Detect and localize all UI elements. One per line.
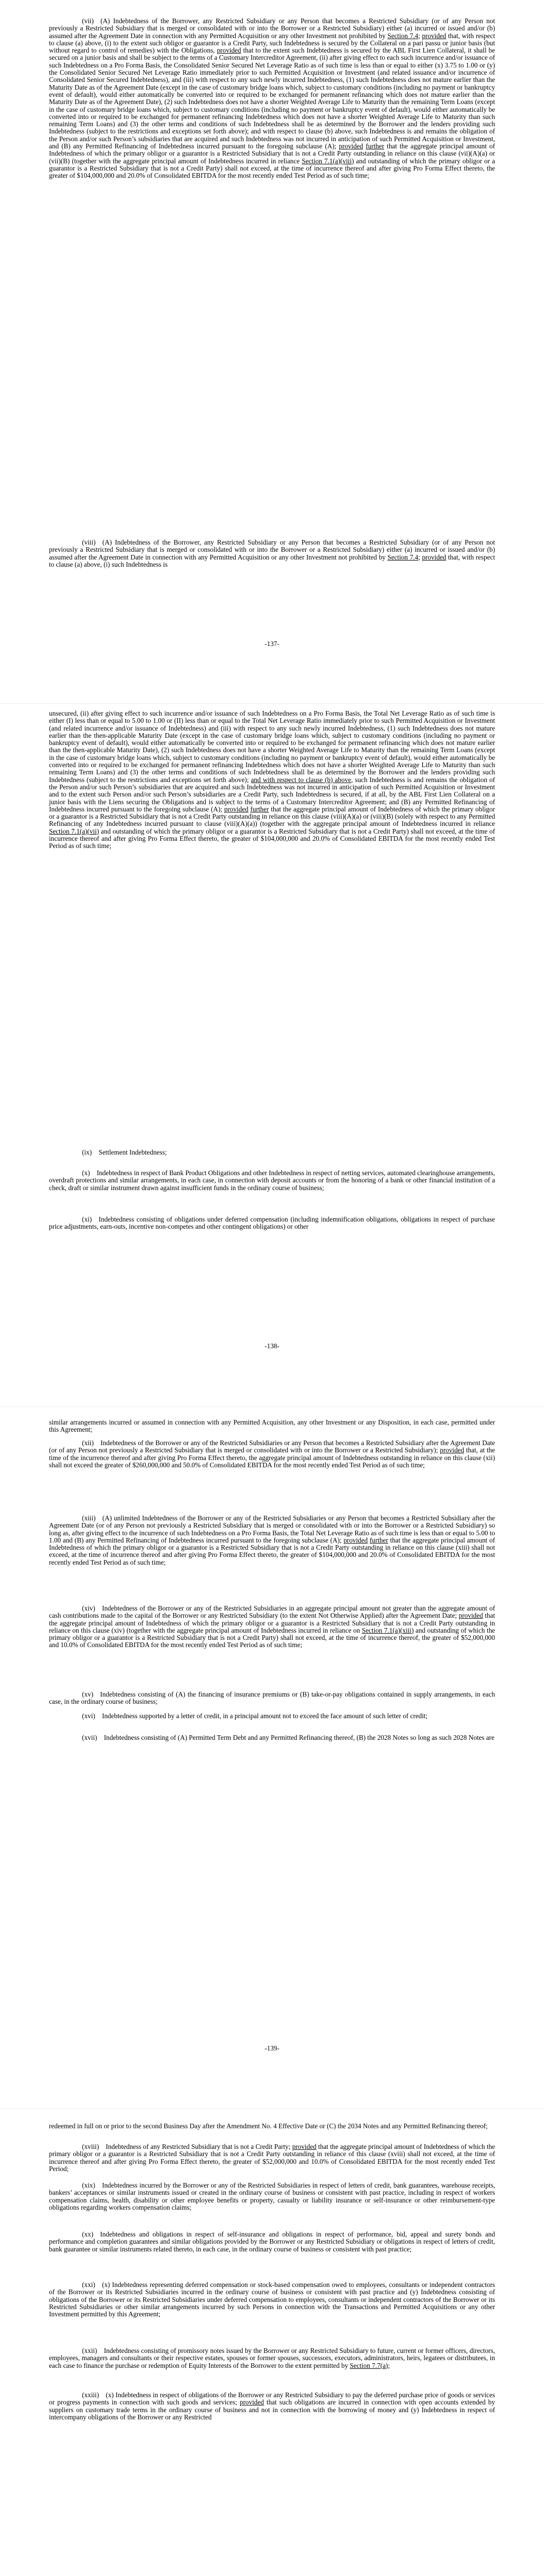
paragraph-xiv bbox=[49, 1605, 495, 1649]
text-run: (xvi) Indebtedness supported by a letter of credit, in a principal amount not to exceed the face amount of such letter of credit; bbox=[82, 1712, 428, 1720]
underlined-term: Section 7.1(a)(vii) bbox=[49, 827, 100, 835]
underlined-term: further bbox=[369, 1536, 388, 1544]
underlined-term: provided bbox=[224, 805, 249, 813]
text-run: ; bbox=[388, 2361, 390, 2369]
text-run: (xix) Indebtedness incurred by the Borrower or any of the Restricted Subsidiaries in respect of letters of credit, bank guarantees, warehouse receipts, bankers’ acceptances or similar instruments issued or created in the ordinary course of business or consistent with past practice, including in respect of workers compensation claims, health, disability or other employee benefits or property, casualty or liability insurance or self-insurance or other reimbursement-type obligations regarding workers compensation claims; bbox=[49, 2181, 495, 2211]
text-run: redeemed in full on or prior to the second Business Day after the Amendment No. 4 Effective Date or (C) the 2034 Notes and any Permitted Refinancing thereof; bbox=[49, 2122, 488, 2130]
paragraph-xii bbox=[49, 1439, 495, 1469]
page-number: -137- bbox=[265, 640, 279, 648]
paragraph-xix bbox=[49, 2182, 495, 2211]
underlined-term: provided bbox=[458, 1612, 483, 1620]
underlined-term: provided bbox=[422, 31, 447, 40]
underlined-term: Section 7.1(a)(viii) bbox=[302, 157, 354, 165]
paragraph-x bbox=[49, 1170, 495, 1192]
text-run: and outstanding of which the primary obligor or a guarantor is a Restricted Subsidiary that is not a Credit Party) shall not exceed, at the time of incurrence thereof and after giving Pro Forma Effect thereto, the greater of $104,000,000 and 20.0% of Consolidated EBITDA for the most recently ended Test Period as of such time; bbox=[49, 157, 496, 180]
paragraph-xvii bbox=[49, 1734, 495, 1741]
underlined-term: Section 7.1(a)(xiii) bbox=[361, 1626, 414, 1634]
paragraph-vii bbox=[49, 18, 495, 180]
paragraph-viii-continued bbox=[49, 710, 495, 850]
text-run: that such obligations are incurred in connection with open accounts extended by suppliers on customary trade terms in the ordinary course of business and not in connection with the borrowing of money and (y) Indebtedness in respect of intercompany obligations of the Borrower or any Restricted bbox=[49, 2398, 495, 2421]
text-run: that, with respect to clause (a) above, (i) to the extent such obligor or guarantor is a Credit Party, such Indebtedness is secured by the Collateral on a pari passu or junior basis (but without regard to control of remedies) with the Obligations, bbox=[49, 31, 495, 55]
text-run: (xxiii) (x) Indebtedness in respect of obligations of the Borrower or any Restricted Subsidiary to pay the deferred purchase price of goods or services or progress payments in connection with such goods and services; bbox=[49, 2391, 495, 2406]
paragraph-xi bbox=[49, 1216, 495, 1231]
text-run: (viii) (A) Indebtedness of the Borrower, any Restricted Subsidiary or any Person that becomes a Restricted Subsidiary (or of any Person not previously a Restricted Subsidiary that is merged or consolidated with or into the Borrower or a Restricted Subsidiary) either (a) incurred or issued and/or (b) assumed after the Agreement Date in connection with any Permitted Acquisition or any other Investment not prohibited by bbox=[49, 538, 495, 561]
underlined-term: Section 7.4 bbox=[387, 31, 419, 40]
text-run: that the aggregate principal amount of Indebtedness of which the primary obligor or a guarantor is a Restricted Subsidiary that is not a Credit Party outstanding in reliance on this clause (viii)(A)(a) or (viii)(B) (solely with respect to any Permitted Refinancing of any Indebtedness incurred pursuant to clause (viii)(A)(a)) (together with the aggregate principal amount of Indebtedness incurred in reliance bbox=[49, 805, 496, 828]
paragraph-xvi bbox=[49, 1713, 495, 1720]
text-run: (xx) Indebtedness and obligations in respect of self-insurance and obligations in respect of performance, bid, appeal and surety bonds and performance and completion guarantees and similar obligations provided by the Borrower or any Restricted Subsidiary or obligations in respect of letters of credit, bank guarantee or similar instruments related thereto, in each case, in the ordinary course of business or consistent with past practice; bbox=[49, 2230, 495, 2253]
page-separator bbox=[0, 703, 544, 704]
paragraph-ix bbox=[49, 1149, 495, 1156]
text-run: unsecured, (ii) after giving effect to such incurrence and/or issuance of such Indebtedness on a Pro Forma Basis, the Total Net Leverage Ratio as of such time is either (I) less than or equal to 5.00 to 1.00 or (II) less than or equal to the Total Net Leverage Ratio immediately prior to such Permitted Acquisition or Investment (and related incurrence and/or issuance of Indebtedness) and (iii) with respect to any such newly incurred Indebtedness, (1) such Indebtedness does not mature earlier than the then-applicable Maturity Date (except in the case of customary bridge loans which, subject to customary conditions (including no payment or bankruptcy event of default), would either automatically be converted into or required to be exchanged for permanent refinancing which does not mature earlier than the then-applicable Maturity Date), (2) such Indebtedness does not have a shorter Weighted Average Life to Maturity than the remaining Term Loans (except in the case of customary bridge loans which, subject to customary conditions (including no payment or bankruptcy event of default), would either automatically be converted into or required to be exchanged for permanent refinancing Indebtedness which does not have a shorter Weighted Average Life to Maturity than such remaining Term Loans) and (3) the other terms and conditions of such Indebtedness shall be as determined by the Borrower and the lenders providing such Indebtedness (subject to the restrictions and exceptions set forth above); bbox=[49, 709, 495, 784]
underlined-term: Section 7.7(a) bbox=[350, 2361, 388, 2369]
underlined-term: provided bbox=[440, 1446, 464, 1454]
text-run: (x) Indebtedness in respect of Bank Product Obligations and other Indebtedness in respect of netting services, automated clearinghouse arrangements, overdraft protections and similar arrangements, in each case, in connection with deposit accounts or from the honoring of a bank or other financial institution of a check, draft or similar instrument drawn against insufficient funds in the ordinary course of business; bbox=[49, 1169, 495, 1192]
page-number: -139- bbox=[265, 2044, 279, 2052]
page-separator bbox=[0, 2108, 544, 2109]
text-run: that to the extent such Indebtedness is secured by the ABL First Lien Collateral, it shall be secured on a junior basis and shall be subject to the terms of a Customary Intercreditor Agreement, (ii) after giving effect to each such incurrence and/or issuance of such Indebtedness on a Pro Forma Basis, the Consolidated Senior Secured Net Leverage Ratio as of such time is less than or equal to either (x) 3.75 to 1.00 or (y) the Consolidated Senior Secured Net Leverage Ratio immediately prior to such Permitted Acquisition or Investment (and related issuance and/or incurrence of Consolidated Senior Secured Indebtedness), and (iii) with respect to any such newly incurred Indebtedness, (1) such Indebtedness does not mature earlier than the Maturity Date as of the Agreement Date (except in the case of customary bridge loans which, subject to customary conditions (including no payment or bankruptcy event of default), would either automatically be converted into or required to be exchanged for permanent refinancing which does not mature earlier than the Maturity Date as of the Agreement Date), (2) such Indebtedness does not have a shorter Weighted Average Life to Maturity than the remaining Term Loans (except in the case of customary bridge loans which, subject to customary conditions (including no payment or bankruptcy event of default), would either automatically be converted into or required to be exchanged for permanent refinancing Indebtedness which does not have a shorter Weighted Average Life to Maturity than such remaining Term Loans) and (3) the other terms and conditions of such Indebtedness shall be as determined by the Borrower and the lenders providing such Indebtedness (subject to the restrictions and exceptions set forth above); and with respect to clause (b) above, such Indebtedness is and remains the obligation of the Person and/or such Person’s subsidiaries that are acquired and such Indebtedness was not incurred in anticipation of such Permitted Acquisition or Investment, and (B) any Permitted Refinancing of Indebtedness incurred pursuant to the foregoing subclause (A); bbox=[49, 46, 495, 150]
underlined-term: provided bbox=[239, 2398, 264, 2406]
text-run: ; bbox=[418, 31, 422, 40]
text-run: (xv) Indebtedness consisting of (A) the financing of insurance premiums or (B) take-or-pay obligations contained in supply arrangements, in each case, in the ordinary course of business; bbox=[49, 1690, 495, 1706]
text-run: (xxi) (x) Indebtedness representing deferred compensation or stock-based compensation owed to employees, consultants or independent contractors of the Borrower or its Restricted Subsidiaries incurred in the ordinary course of business or consistent with past practice and (y) Indebtedness consisting of obligations of the Borrower or its Restricted Subsidiaries under deferred compensation to employees, consultants or independent contractors of the Borrower or its Restricted Subsidiaries or other similar arrangements incurred by such Persons in connection with the Transactions and Permitted Acquisitions or any other Investment permitted by this Agreement; bbox=[49, 2281, 495, 2318]
text-run: and outstanding of which the primary obligor or a guarantor is a Restricted Subsidiary that is not a Credit Party) shall not exceed, at the time of incurrence thereof and after giving Pro Forma Effect thereto, the greater of $104,000,000 and 20.0% of Consolidated EBITDA for the most recently ended Test Period as of such time; bbox=[49, 827, 495, 850]
text-run: (xviii) Indebtedness of any Restricted Subsidiary that is not a Credit Party; bbox=[82, 2143, 292, 2150]
text-run: and outstanding of which the primary obligor or a guarantor is a Restricted Subsidiary that is not a Credit Party) shall not exceed, at the time of incurrence thereof, the greater of $52,000,000 and 10.0% of Consolidated EBITDA for the most recently ended Test Period as of such time; bbox=[49, 1626, 496, 1649]
underlined-term: Section 7.4 bbox=[387, 553, 419, 561]
underlined-term: provided bbox=[343, 1536, 368, 1544]
text-run: ; bbox=[418, 553, 422, 561]
text-run: (vii) (A) Indebtedness of the Borrower, any Restricted Subsidiary or any Person that becomes a Restricted Subsidiary (or of any Person not previously a Restricted Subsidiary that is merged or consolidated with or into the Borrower or a Restricted Subsidiary) either (a) incurred or issued and/or (b) assumed after the Agreement Date in connection with any Permitted Acquisition or any other Investment not prohibited by bbox=[49, 17, 495, 40]
text-run: that the aggregate principal amount of Indebtedness of which the primary obligor or a guarantor is a Restricted Subsidiary that is not a Credit Party outstanding in reliance of this clause (xviii) shall not exceed, at the time of incurrence thereof and after giving Pro Forma Effect thereto, the greater of $52,000,000 and 10.0% of Consolidated EBITDA for the most recently ended Test Period; bbox=[49, 2143, 495, 2173]
paragraph-xx bbox=[49, 2231, 495, 2253]
text-run: that, with respect to clause (a) above, (i) such Indebtedness is bbox=[49, 553, 495, 568]
paragraph-xvii-continued bbox=[49, 2123, 495, 2130]
text-run: that the aggregate principal amount of Indebtedness of which the primary obligor or a guarantor is a Restricted Subsidiary that is not a Credit Party outstanding in reliance on this clause (vii)(A)(a) or (vii)(B) (together with the aggregate principal amount of Indebtedness incurred in reliance bbox=[49, 142, 495, 165]
paragraph-xxiii bbox=[49, 2392, 495, 2421]
paragraph-xiii bbox=[49, 1515, 495, 1566]
text-run: that the aggregate principal amount of Indebtedness of which the primary obligor or a guarantor is a Restricted Subsidiary that is not a Credit Party outstanding in reliance on this clause (xiii) shall not exceed, at the time of incurrence thereof and after giving Pro Forma Effect thereto, the greater of $104,000,000 and 20.0% of Consolidated EBITDA for the most recently ended Test Period as of such time; bbox=[49, 1536, 495, 1566]
text-run: that the aggregate principal amount of Indebtedness of which the primary obligor or a guarantor is a Restricted Subsidiary that is not a Credit Party outstanding in reliance on this clause (xiv) (together with the aggregate principal amount of Indebtedness incurred in reliance on bbox=[49, 1612, 495, 1634]
underlined-term: and with respect to clause (b) above bbox=[251, 775, 351, 784]
paragraph-xviii bbox=[49, 2143, 495, 2173]
text-run: similar arrangements incurred or assumed in connection with any Permitted Acquisition, any other Investment or any Disposition, in each case, permitted under this Agreement; bbox=[49, 1418, 495, 1434]
underlined-term: provided bbox=[422, 553, 447, 561]
paragraph-xxi bbox=[49, 2281, 495, 2318]
paragraph-xv bbox=[49, 1691, 495, 1706]
text-run: , such Indebtedness is and remains the obligation of the Person and/or such Person’s subsidiaries that are acquired and such Indebtedness was not incurred in anticipation of such Permitted Acquisition or Investment and to the extent such Person and/or such Person’s subsidiaries are a Credit Party, such Indebtedness is secured, if at all, by the ABL First Lien Collateral on a junior basis with the Liens securing the Obligations and is subject to the terms of a Customary Intercreditor Agreement; and (B) any Permitted Refinancing of Indebtedness incurred pursuant to the foregoing subclause (A); bbox=[49, 775, 496, 813]
paragraph-xi-continued bbox=[49, 1419, 495, 1434]
underlined-term: provided bbox=[292, 2143, 317, 2150]
text-run: that, at the time of the incurrence thereof and after giving Pro Forma Effect thereto, the aggregate principal amount of Indebtedness outstanding in reliance on this clause (xii) shall not exceed the greater of $260,000,000 and 50.0% of Consolidated EBITDA for the most recently ended Test Period as of such time; bbox=[49, 1446, 496, 1469]
text-run: (xvii) Indebtedness consisting of (A) Permitted Term Debt and any Permitted Refinancing thereof, (B) the 2028 Notes so long as such 2028 Notes are bbox=[82, 1734, 494, 1741]
text-run: (ix) Settlement Indebtedness; bbox=[82, 1148, 167, 1156]
text-run: (xxii) Indebtedness consisting of promissory notes issued by the Borrower or any Restricted Subsidiary to future, current or former officers, directors, employees, managers and consultants or their respective estates, spouses or former spouses, successors, executors, administrators, heirs, legatees or distributees, in each case to finance the purchase or redemption of Equity Interests of the Borrower to the extent permitted by bbox=[49, 2347, 495, 2369]
text-run: (xi) Indebtedness consisting of obligations under deferred compensation (including indemnification obligations, obligations in respect of purchase price adjustments, earn-outs, incentive non-competes and other contingent obligations) or other bbox=[49, 1215, 495, 1231]
underlined-term: provided bbox=[339, 142, 364, 150]
text-run: (xiii) (A) unlimited Indebtedness of the Borrower or any of the Restricted Subsidiaries or any Person that becomes a Restricted Subsidiary after the Agreement Date (or of any Person not previously a Restricted Subsidiary that is merged or consolidated with or into the Borrower or a Restricted Subsidiary) so long as, after giving effect to the incurrence of such Indebtedness on a Pro Forma Basis, the Total Net Leverage Ratio as of such time is less than or equal to 5.00 to 1.00 and (B) any Permitted Refinancing of Indebtedness incurred pursuant to the foregoing subclause (A); bbox=[49, 1514, 495, 1544]
underlined-term: provided bbox=[217, 46, 241, 55]
underlined-term: further bbox=[250, 805, 269, 813]
page-separator bbox=[0, 1406, 544, 1407]
text-run: (xii) Indebtedness of the Borrower or any of the Restricted Subsidiaries or any Person that becomes a Restricted Subsidiary after the Agreement Date (or of any Person not previously a Restricted Subsidiary that is merged or consolidated with or into the Borrower or a Restricted Subsidiary); bbox=[49, 1439, 495, 1454]
underlined-term: further bbox=[366, 142, 385, 150]
text-run: (xiv) Indebtedness of the Borrower or any of the Restricted Subsidiaries in an aggregate principal amount not greater than the aggregate amount of cash contributions made to the capital of the Borrower or any Restricted Subsidiary (to the extent Not Otherwise Applied) after the Agreement Date; bbox=[49, 1604, 495, 1620]
paragraph-xxii bbox=[49, 2347, 495, 2369]
paragraph-viii bbox=[49, 539, 495, 568]
page-number: -138- bbox=[265, 1342, 279, 1350]
